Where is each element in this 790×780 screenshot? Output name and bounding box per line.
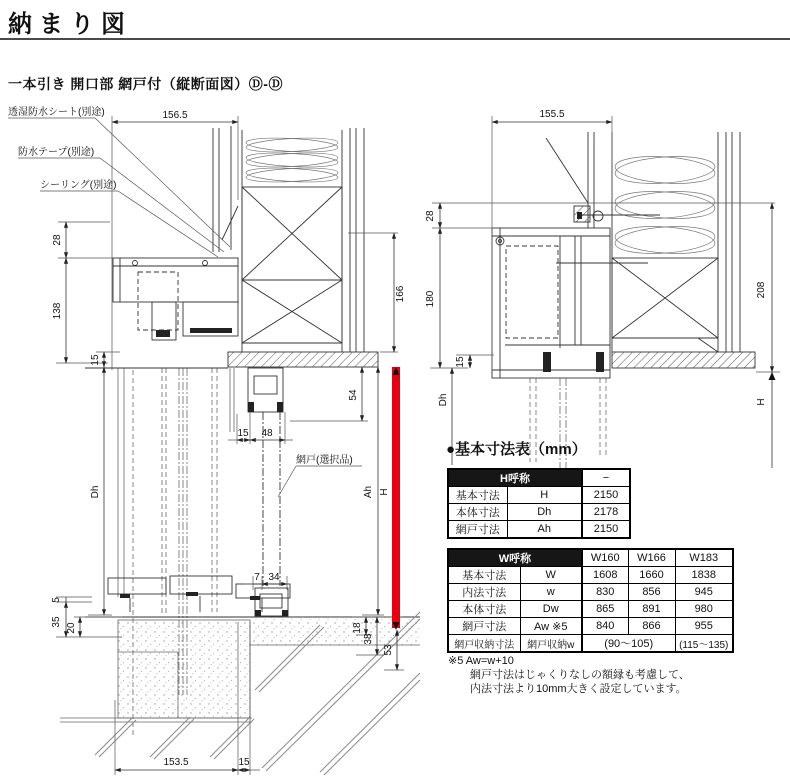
table-cell: H — [507, 487, 582, 504]
table-cell: 840 — [582, 618, 628, 635]
table-cell: 980 — [675, 601, 733, 618]
page-title: 納まり図 — [8, 11, 132, 38]
dim-label: 156.5 — [162, 110, 188, 121]
dim-label: 48 — [261, 428, 273, 439]
left-section-drawing — [0, 100, 440, 780]
dim-label: H — [379, 488, 390, 496]
table-cell: 2178 — [582, 504, 630, 521]
h-table-header-value: − — [582, 469, 630, 487]
table-cell: w — [520, 584, 582, 601]
table-cell: 945 — [675, 584, 733, 601]
dim-label: 53 — [383, 644, 394, 656]
title-underline — [0, 38, 790, 40]
dim-label: 35 — [51, 616, 62, 628]
dim-label: 208 — [756, 281, 767, 299]
table-cell: 1838 — [675, 567, 733, 584]
callout-tape: 防水テープ(別途) — [18, 147, 95, 158]
dim-label: Dh — [90, 485, 101, 499]
table-cell: 1608 — [582, 567, 628, 584]
dim-label: Ah — [363, 485, 374, 499]
h-dimension-table — [447, 468, 631, 539]
dim-label: 38 — [363, 633, 374, 645]
dim-label: 138 — [52, 302, 63, 320]
footnote — [448, 654, 690, 696]
table-cell: 830 — [582, 584, 628, 601]
dim-label: H — [756, 398, 767, 406]
right-h-arrow — [769, 372, 776, 380]
table-cell: 基本寸法 — [448, 487, 507, 504]
callout-sheet: 透湿防水シート(別途) — [8, 107, 105, 118]
table-cell: Dw — [520, 601, 582, 618]
table-cell: 891 — [628, 601, 675, 618]
h-table-header: H呼称 — [448, 469, 582, 487]
left-insulation — [246, 136, 339, 184]
dim-label: 155.5 — [539, 109, 565, 120]
left-head-frame — [113, 258, 238, 340]
left-exterior-sill-hatch — [228, 352, 378, 367]
w-table-col: W166 — [628, 549, 675, 567]
footnote-line-1: ※5 Aw=w+10 — [448, 655, 514, 667]
table-cell: Aw ※5 — [520, 618, 582, 635]
dim-label: 153.5 — [163, 757, 189, 768]
table-cell: Ah — [507, 521, 582, 539]
dimension-table-title: ●基本寸法表（mm） — [446, 441, 587, 458]
w-dimension-table — [447, 548, 734, 653]
w-table-col: W160 — [582, 549, 628, 567]
dim-label: 7 — [254, 572, 260, 583]
w-table-col: W183 — [675, 549, 733, 567]
section-subtitle: 一本引き 開口部 網戸付（縦断面図）Ⓓ-Ⓓ — [8, 76, 283, 92]
table-cell: (90〜105) — [582, 635, 675, 653]
dim-label: 28 — [425, 210, 436, 222]
table-cell: 基本寸法 — [448, 567, 520, 584]
table-cell: Dh — [507, 504, 582, 521]
table-cell: (115〜135) — [675, 635, 733, 653]
w-table-header: W呼称 — [448, 549, 582, 567]
table-cell: 2150 — [582, 487, 630, 504]
dim-label: 28 — [52, 234, 63, 246]
table-cell: W — [520, 567, 582, 584]
dim-label: 15 — [90, 354, 101, 366]
dim-label: 15 — [237, 428, 249, 439]
footnote-line-3: 内法寸法より10mm大きく設定しています。 — [470, 683, 687, 695]
table-cell: 1660 — [628, 567, 675, 584]
table-cell: 本体寸法 — [448, 601, 520, 618]
dim-label: 5 — [51, 597, 62, 603]
table-cell: 網戸収納寸法 — [448, 635, 520, 653]
dim-label: 18 — [352, 622, 363, 634]
table-cell: 網戸寸法 — [448, 618, 520, 635]
callout-seal: シーリング(別途) — [40, 180, 117, 191]
table-cell: 856 — [628, 584, 675, 601]
right-section-drawing — [420, 100, 790, 470]
dim-label: 180 — [425, 290, 436, 308]
h-dimension-highlight-bar — [392, 367, 400, 628]
table-cell: 955 — [675, 618, 733, 635]
table-cell: 内法寸法 — [448, 584, 520, 601]
footnote-line-2: 網戸寸法はじゃくりなしの額縁も考慮して、 — [470, 669, 690, 681]
right-insulation — [614, 154, 716, 257]
dim-label: 20 — [66, 622, 77, 634]
table-cell: 865 — [582, 601, 628, 618]
left-wall-linework — [213, 126, 364, 352]
dim-label: 34 — [268, 572, 280, 583]
dim-label: 15 — [455, 356, 466, 368]
table-cell: 本体寸法 — [448, 504, 507, 521]
right-dimension-lines — [430, 116, 780, 468]
right-exterior-sill-hatch — [612, 352, 755, 368]
table-cell: 866 — [628, 618, 675, 635]
table-cell: 網戸収納w — [520, 635, 582, 653]
table-cell: 2150 — [582, 521, 630, 539]
table-cell: 網戸寸法 — [448, 521, 507, 539]
dim-label: 15 — [238, 757, 250, 768]
callout-screen: 網戸(選択品) — [296, 455, 353, 466]
dim-label: 166 — [395, 285, 406, 303]
dim-label: Dh — [438, 393, 449, 407]
dim-label: 54 — [348, 389, 359, 401]
